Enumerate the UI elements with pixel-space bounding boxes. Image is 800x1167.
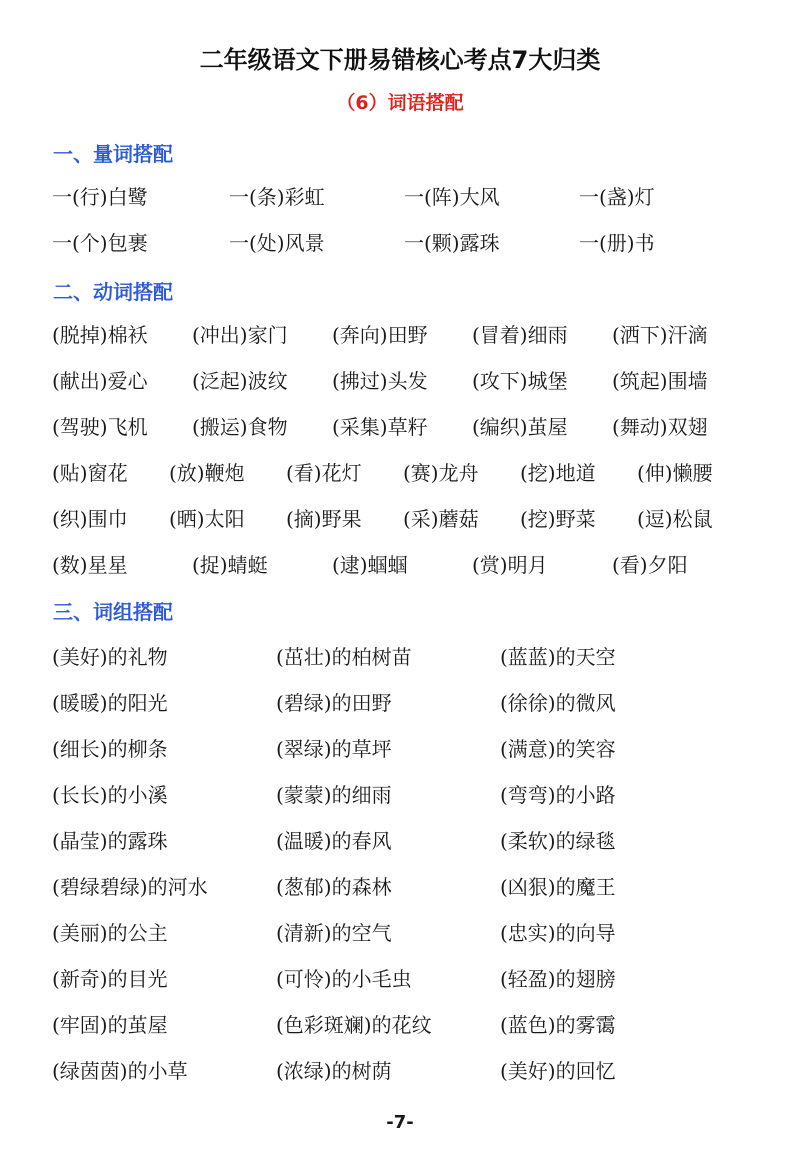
word-pair: (洒下)汗滴 bbox=[612, 323, 708, 347]
word-pair: (暖暖)的阳光 bbox=[52, 691, 168, 715]
word-pair: (美丽)的公主 bbox=[52, 921, 168, 945]
word-pair: 一(阵)大风 bbox=[404, 185, 500, 209]
word-pair: (蓝色)的雾霭 bbox=[500, 1013, 616, 1037]
word-pair: (泛起)波纹 bbox=[192, 369, 288, 393]
word-pair: (牢固)的茧屋 bbox=[52, 1013, 168, 1037]
word-pair: (葱郁)的森林 bbox=[276, 875, 392, 899]
word-pair: (清新)的空气 bbox=[276, 921, 392, 945]
word-pair: 一(个)包裹 bbox=[52, 231, 148, 255]
word-pair: (摘)野果 bbox=[286, 507, 362, 531]
word-pair: (挖)野菜 bbox=[520, 507, 596, 531]
word-pair: (弯弯)的小路 bbox=[500, 783, 616, 807]
word-pair: (挖)地道 bbox=[520, 461, 596, 485]
word-pair: (采)蘑菇 bbox=[403, 507, 479, 531]
word-pair: (数)星星 bbox=[52, 553, 128, 577]
word-pair: 一(条)彩虹 bbox=[229, 185, 325, 209]
word-pair: (赏)明月 bbox=[472, 553, 548, 577]
word-pair: (舞动)双翅 bbox=[612, 415, 708, 439]
word-pair: (攻下)城堡 bbox=[472, 369, 568, 393]
word-pair: (温暖)的春风 bbox=[276, 829, 392, 853]
word-pair: (奔向)田野 bbox=[332, 323, 428, 347]
word-pair: (满意)的笑容 bbox=[500, 737, 616, 761]
word-pair: (柔软)的绿毯 bbox=[500, 829, 616, 853]
word-pair: 一(行)白鹭 bbox=[52, 185, 148, 209]
section-heading: 二、动词搭配 bbox=[53, 280, 173, 304]
word-pair: (忠实)的向导 bbox=[500, 921, 616, 945]
word-pair: (茁壮)的柏树苗 bbox=[276, 645, 412, 669]
word-pair: (赛)龙舟 bbox=[403, 461, 479, 485]
word-pair: (碧绿)的田野 bbox=[276, 691, 392, 715]
word-pair: (捉)蜻蜓 bbox=[192, 553, 268, 577]
word-pair: (贴)窗花 bbox=[52, 461, 128, 485]
word-pair: 一(颗)露珠 bbox=[404, 231, 500, 255]
word-pair: 一(盏)灯 bbox=[579, 185, 655, 209]
word-pair: (美好)的礼物 bbox=[52, 645, 168, 669]
word-pair: (新奇)的目光 bbox=[52, 967, 168, 991]
word-pair: (搬运)食物 bbox=[192, 415, 288, 439]
word-pair: (逮)蝈蝈 bbox=[332, 553, 408, 577]
word-pair: (织)围巾 bbox=[52, 507, 128, 531]
word-pair: (采集)草籽 bbox=[332, 415, 428, 439]
word-pair: (碧绿碧绿)的河水 bbox=[52, 875, 208, 899]
word-pair: (冒着)细雨 bbox=[472, 323, 568, 347]
word-pair: (凶狠)的魔王 bbox=[500, 875, 616, 899]
word-pair: (晶莹)的露珠 bbox=[52, 829, 168, 853]
word-pair: (蒙蒙)的细雨 bbox=[276, 783, 392, 807]
word-pair: (绿茵茵)的小草 bbox=[52, 1059, 188, 1083]
word-pair: (轻盈)的翅膀 bbox=[500, 967, 616, 991]
section-heading: 一、量词搭配 bbox=[53, 142, 173, 166]
page-number: -7- bbox=[386, 1112, 414, 1133]
word-pair: (看)夕阳 bbox=[612, 553, 688, 577]
word-pair: (筑起)围墙 bbox=[612, 369, 708, 393]
word-pair: 一(处)风景 bbox=[229, 231, 325, 255]
word-pair: (徐徐)的微风 bbox=[500, 691, 616, 715]
page-subtitle: （6）词语搭配 bbox=[336, 92, 464, 114]
word-pair: (可怜)的小毛虫 bbox=[276, 967, 412, 991]
word-pair: (看)花灯 bbox=[286, 461, 362, 485]
word-pair: (浓绿)的树荫 bbox=[276, 1059, 392, 1083]
word-pair: (美好)的回忆 bbox=[500, 1059, 616, 1083]
word-pair: (细长)的柳条 bbox=[52, 737, 168, 761]
section-heading: 三、词组搭配 bbox=[53, 600, 173, 624]
word-pair: (蓝蓝)的天空 bbox=[500, 645, 616, 669]
page-title: 二年级语文下册易错核心考点7大归类 bbox=[199, 46, 601, 74]
word-pair: (驾驶)飞机 bbox=[52, 415, 148, 439]
word-pair: (长长)的小溪 bbox=[52, 783, 168, 807]
word-pair: (脱掉)棉袄 bbox=[52, 323, 148, 347]
word-pair: (放)鞭炮 bbox=[169, 461, 245, 485]
word-pair: (逗)松鼠 bbox=[637, 507, 713, 531]
word-pair: (冲出)家门 bbox=[192, 323, 288, 347]
word-pair: (晒)太阳 bbox=[169, 507, 245, 531]
word-pair: (翠绿)的草坪 bbox=[276, 737, 392, 761]
word-pair: (献出)爱心 bbox=[52, 369, 148, 393]
word-pair: (色彩斑斓)的花纹 bbox=[276, 1013, 432, 1037]
word-pair: 一(册)书 bbox=[579, 231, 655, 255]
word-pair: (编织)茧屋 bbox=[472, 415, 568, 439]
word-pair: (拂过)头发 bbox=[332, 369, 428, 393]
word-pair: (伸)懒腰 bbox=[637, 461, 713, 485]
